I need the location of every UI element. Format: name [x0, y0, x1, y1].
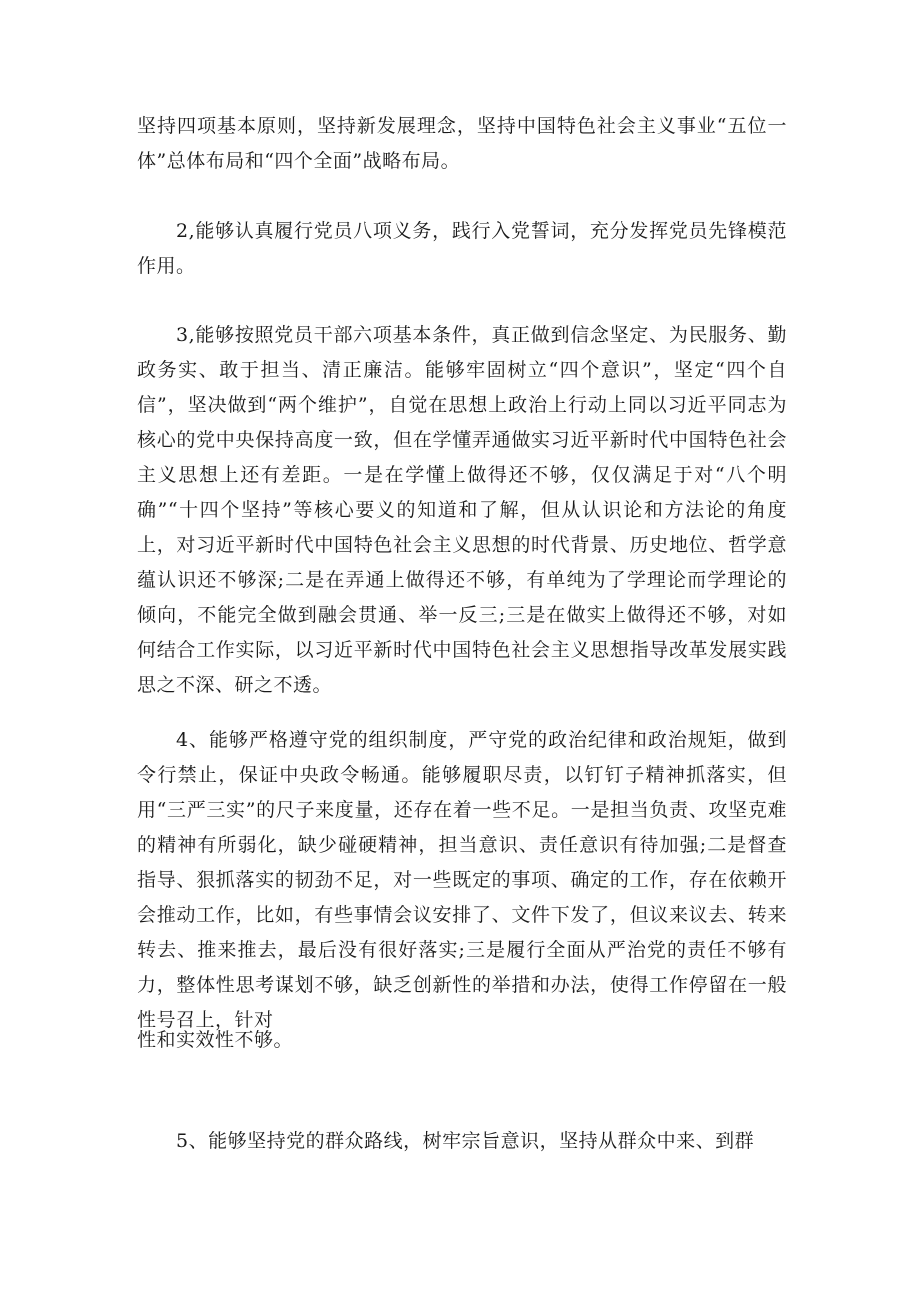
paragraph-5: 5、能够坚持党的群众路线，树牢宗旨意识，坚持从群众中来、到群 [176, 1130, 755, 1152]
paragraph-3: 3,能够按照党员干部六项基本条件，真正做到信念坚定、为民服务、勤政务实、敢于担当、清正廉洁。能够牢固树立“四个意识”，坚定“四个自信”，坚决做到“两个维护”，自觉在思想上政治上行动上同以习近平同志为核心的党中央保持高度一致，但在学懂弄通做实习近平新时代中国特色社会主义思想上还有差距。一是在学懂上做得还不够，仅仅满足于对“八个明确”“十四个坚持”等核心要义的知道和了解，但从认识论和方法论的角度上，对习近平新时代中国特色社会主义思想的时代背景、历史地位、哲学意蕴认识还不够深;二是在弄通上做得还不够，有单纯为了学理论而学理论的倾向，不能完全做到融会贯通、举一反三;三是在做实上做得还不够，对如何结合工作实际，以习近平新时代中国特色社会主义思想指导改革发展实践思之不深、研之不透。 [137, 324, 787, 696]
paragraph-4: 4、能够严格遵守党的组织制度，严守党的政治纪律和政治规矩，做到令行禁止，保证中央政令畅通。能够履职尽责，以钉钉子精神抓落实，但用“三严三实”的尺子来度量，还存在着一些不足。一是担当负责、攻坚克难的精神有所弱化，缺少碰硬精神，担当意识、责任意识有待加强;二是督查指导、狠抓落实的韧劲不足，对一些既定的事项、确定的工作，存在依赖开会推动工作，比如，有些事情会议安排了、文件下发了，但议来议去、转来转去、推来推去，最后没有很好落实;三是履行全面从严治党的责任不够有力，整体性思考谋划不够，缺乏创新性的举措和办法，使得工作停留在一般性号召上，针对 [137, 729, 787, 1031]
paragraph-1: 坚持四项基本原则，坚持新发展理念，坚持中国特色社会主义事业“五位一体”总体布局和“四个全面”战略布局。 [137, 115, 787, 172]
paragraph-2: 2,能够认真履行党员八项义务，践行入党誓词，充分发挥党员先锋模范作用。 [137, 220, 787, 277]
paragraph-4-continued: 性和实效性不够。 [137, 1029, 294, 1051]
